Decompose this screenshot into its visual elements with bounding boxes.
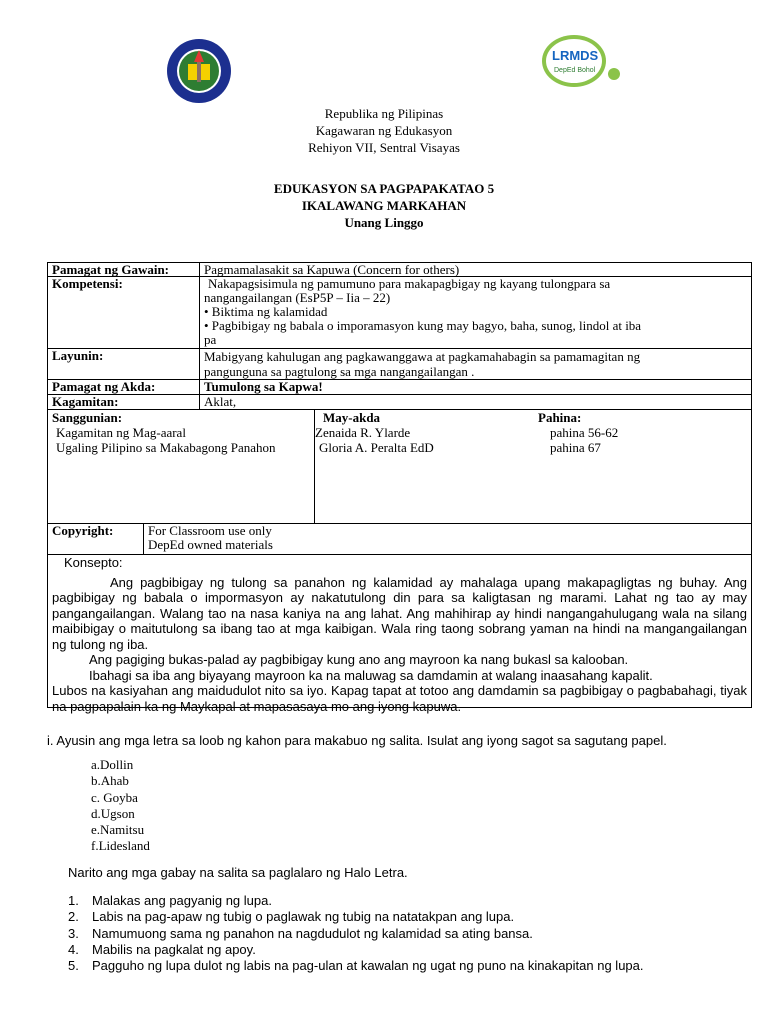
pahina-item: pahina 67 <box>550 440 601 455</box>
mayakda-label: May-akda <box>323 410 381 425</box>
header-department: Kagawaran ng Edukasyon <box>315 123 453 138</box>
akda-value: Tumulong sa Kapwa! <box>204 379 323 394</box>
layunin-line: Mabigyang kahulugan ang pagkawanggawa at pagkamahabagin sa pamamagitan ng <box>204 349 641 364</box>
layunin-line: pangunguna sa pagtulong sa mga nangangailangan . <box>204 364 475 379</box>
konsepto-paragraph: Lubos na kasiyahan ang maidudulot nito sa iyo. Kapag tapat at totoo ang damdamin sa pagbibigay o pagbabahagi, tiyak na pagpapalain ka ng Maykapal at mapasasaya mo ang iyong kapuwa. <box>52 683 747 714</box>
clue-text: Pagguho ng lupa dulot ng labis na pag-ulan at kawalan ng ugat ng puno na kinakapitan ng lupa. <box>92 958 644 974</box>
list-item: e.Namitsu <box>91 822 145 838</box>
clue-number: 5. <box>68 958 79 974</box>
copyright-value <box>144 524 751 554</box>
header-republic: Republika ng Pilipinas <box>324 106 444 121</box>
pamagat-label: Pamagat ng Gawain: <box>48 263 200 276</box>
activity-instruction: i. Ayusin ang mga letra sa loob ng kahon para makabuo ng salita. Isulat ang iyong sagot sa sagutang papel. <box>47 733 667 748</box>
konsepto-paragraph: Ang pagiging bukas-palad ay pagbibigay kung ano ang mayroon ka nang bukasl sa kalooban. <box>89 652 629 667</box>
list-item <box>68 926 644 942</box>
row-sanggunian <box>48 410 751 524</box>
scrambled-words-list <box>91 757 150 855</box>
row-kompetensi <box>48 277 751 349</box>
guide-intro: Narito ang mga gabay na salita sa paglalaro ng Halo Letra. <box>68 865 408 880</box>
kompetensi-line: nangangailangan (EsP5P – Iia – 22) <box>204 290 391 305</box>
clue-number: 2. <box>68 909 79 925</box>
layunin-label: Layunin: <box>48 349 200 379</box>
mayakda-column <box>315 410 534 523</box>
clue-text: Labis na pag-apaw ng tubig o paglawak ng tubig na natatakpan ang lupa. <box>92 909 515 925</box>
kagamitan-label: Kagamitan: <box>48 395 200 409</box>
akda-label: Pamagat ng Akda: <box>48 380 200 394</box>
kompetensi-bullet: • Biktima ng kalamidad <box>204 304 328 319</box>
list-item <box>68 893 644 909</box>
pahina-label: Pahina: <box>538 410 582 425</box>
kompetensi-bullet-cont: pa <box>204 332 217 347</box>
kompetensi-label: Kompetensi: <box>48 277 200 348</box>
list-item: a.Dollin <box>91 757 134 772</box>
clue-text: Namumuong sama ng panahon na nagdudulot ng kalamidad sa ating bansa. <box>92 925 533 941</box>
week-title: Unang Linggo <box>344 215 424 230</box>
mayakda-item: Gloria A. Peralta EdD <box>319 440 434 455</box>
clue-list <box>68 893 644 974</box>
clue-number: 1. <box>68 893 79 908</box>
clue-number: 3. <box>68 925 79 941</box>
sanggunian-label: Sanggunian: <box>52 410 123 425</box>
row-layunin <box>48 349 751 380</box>
kagamitan-value: Aklat, <box>204 394 237 409</box>
title-block <box>0 180 768 231</box>
list-item: f.Lidesland <box>91 838 150 854</box>
list-item: b.Ahab <box>91 773 129 789</box>
konsepto-section <box>48 555 751 714</box>
kompetensi-value <box>200 277 751 348</box>
kompetensi-line: Nakapagsisimula ng pamumuno para makapagbigay ng kayang tulongpara sa <box>208 276 611 291</box>
deped-seal-logo <box>166 38 232 104</box>
clue-number: 4. <box>68 941 79 957</box>
konsepto-paragraph: Ibahagi sa iba ang biyayang mayroon ka na maluwag sa damdamin at walang inaasahang kapalit. <box>89 667 653 683</box>
subject-title: EDUKASYON SA PAGPAPAKATAO 5 <box>273 181 495 196</box>
mayakda-item: Zenaida R. Ylarde <box>315 425 411 440</box>
pahina-column <box>534 410 751 523</box>
list-item: c. Goyba <box>91 789 138 805</box>
copyright-line: For Classroom use only <box>148 523 272 538</box>
row-pamagat <box>48 263 751 277</box>
activity-sheet-table <box>47 262 752 714</box>
quarter-title: IKALAWANG MARKAHAN <box>301 198 467 213</box>
copyright-label: Copyright: <box>48 524 144 554</box>
sanggunian-item: Kagamitan ng Mag-aaral <box>56 425 186 440</box>
clue-text: Mabilis na pagkalat ng apoy. <box>92 941 256 957</box>
sanggunian-item: Ugaling Pilipino sa Makabagong Panahon <box>56 440 276 455</box>
copyright-line: DepEd owned materials <box>148 537 273 552</box>
konsepto-label: Konsepto: <box>64 555 123 570</box>
sanggunian-column <box>48 410 315 523</box>
row-kagamitan <box>48 395 751 410</box>
page-header <box>0 105 768 156</box>
pamagat-value: Pagmamalasakit sa Kapuwa (Concern for others) <box>204 262 460 277</box>
lrmds-logo <box>528 28 632 94</box>
kompetensi-bullet: • Pagbibigay ng babala o imporamasyon kung may bagyo, baha, sunog, lindol at iba <box>204 318 642 333</box>
list-item: d.Ugson <box>91 805 135 821</box>
header-region: Rehiyon VII, Sentral Visayas <box>308 140 460 155</box>
lrmds-logo-text: LRMDS <box>552 48 599 63</box>
lrmds-logo-subtext: DepEd Bohol <box>554 67 596 74</box>
clue-text: Malakas ang pagyanig ng lupa. <box>92 893 272 908</box>
layunin-value <box>200 349 751 379</box>
konsepto-paragraph: Ang pagbibigay ng tulong sa panahon ng kalamidad ay mahalaga upang makapagligtas ng buhay. Ang pagbibigay ng babala o impormasyon ay nakatutulong din para sa kaligtasan ng marami. Lahat ng tao ay may pangangailangan. Walang tao na nasa kaniya na ang lahat. Ang mahihirap ay hindi nangangahulugang wala na silang maibibigay o maitutulong sa ibang tao at mga kaibigan. Wala ring taong sobrang yaman na hindi na mangangailangan ng tulong ng iba. <box>52 574 747 652</box>
list-item <box>68 958 644 974</box>
list-item <box>68 909 644 925</box>
row-akda <box>48 380 751 395</box>
list-item <box>68 942 644 958</box>
pahina-item: pahina 56-62 <box>550 425 619 440</box>
row-copyright <box>48 524 751 555</box>
